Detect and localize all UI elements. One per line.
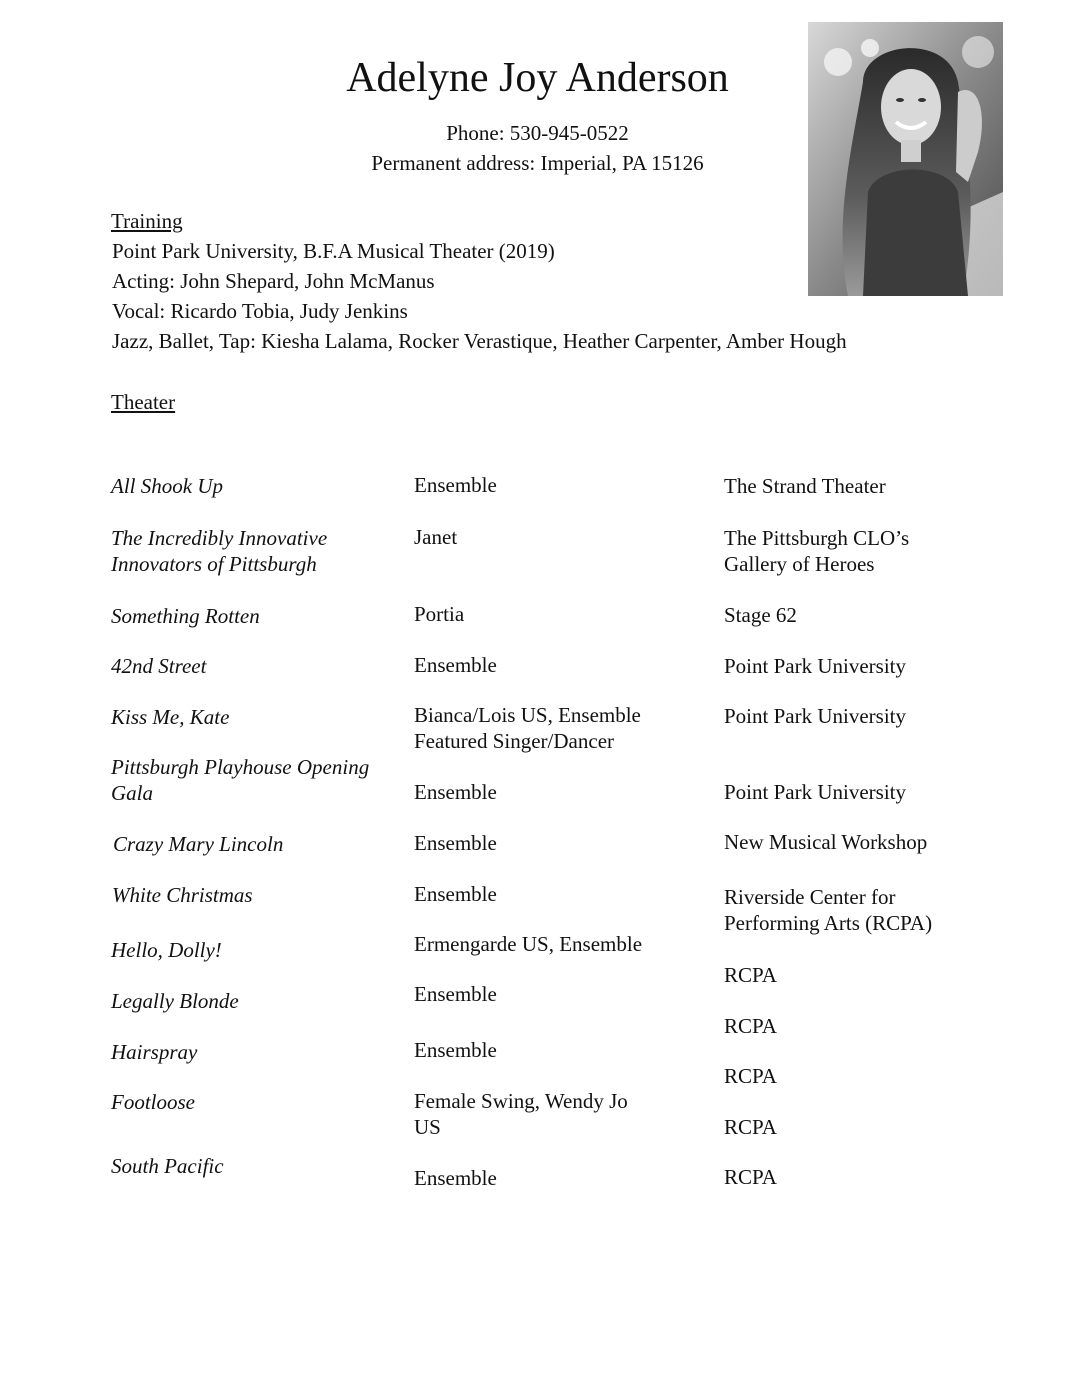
credit-show: All Shook Up bbox=[111, 474, 223, 498]
credit-venue: The Strand Theater bbox=[724, 474, 886, 498]
credit-show: Hello, Dolly! bbox=[111, 938, 222, 962]
training-line: Acting: John Shepard, John McManus bbox=[112, 269, 435, 293]
credit-show: Legally Blonde bbox=[111, 989, 239, 1013]
credit-show: 42nd Street bbox=[111, 654, 207, 678]
credit-role: Ensemble bbox=[414, 831, 497, 855]
credit-role: Bianca/Lois US, Ensemble Featured Singer/Dancer bbox=[414, 703, 641, 753]
credit-venue: RCPA bbox=[724, 1064, 777, 1088]
credit-role: Female Swing, Wendy Jo US bbox=[414, 1089, 628, 1139]
credit-show: Pittsburgh Playhouse Opening Gala bbox=[111, 755, 370, 805]
credit-show: Something Rotten bbox=[111, 604, 260, 628]
training-line: Vocal: Ricardo Tobia, Judy Jenkins bbox=[112, 299, 408, 323]
credit-venue: Point Park University bbox=[724, 654, 906, 678]
credit-venue: RCPA bbox=[724, 1165, 777, 1189]
credit-venue: Riverside Center for Performing Arts (RCPA) bbox=[724, 885, 933, 935]
credit-venue: RCPA bbox=[724, 963, 777, 987]
actor-name: Adelyne Joy Anderson bbox=[346, 55, 729, 101]
credit-show: South Pacific bbox=[111, 1154, 224, 1178]
credit-role: Portia bbox=[414, 602, 465, 626]
credit-show: White Christmas bbox=[112, 883, 253, 907]
credit-role: Ensemble bbox=[414, 473, 497, 497]
credit-venue: Stage 62 bbox=[724, 603, 797, 627]
credit-role: Ensemble bbox=[414, 1166, 497, 1190]
credit-show: Hairspray bbox=[111, 1040, 198, 1064]
credit-venue: Point Park University bbox=[724, 704, 906, 728]
credit-venue: RCPA bbox=[724, 1115, 777, 1139]
training-heading: Training bbox=[111, 209, 183, 233]
credit-venue: New Musical Workshop bbox=[724, 830, 928, 854]
credit-role: Ensemble bbox=[414, 780, 497, 804]
credit-show: Crazy Mary Lincoln bbox=[113, 832, 284, 856]
credit-role: Ensemble bbox=[414, 1038, 497, 1062]
theater-heading: Theater bbox=[111, 390, 176, 414]
credit-role: Janet bbox=[414, 525, 458, 549]
credit-role: Ermengarde US, Ensemble bbox=[414, 932, 643, 956]
credit-venue: The Pittsburgh CLO’s Gallery of Heroes bbox=[724, 526, 910, 576]
headshot-image bbox=[808, 22, 1003, 296]
credit-show: Kiss Me, Kate bbox=[111, 705, 230, 729]
phone-line: Phone: 530-945-0522 bbox=[446, 121, 629, 145]
credit-role: Ensemble bbox=[414, 882, 497, 906]
credit-role: Ensemble bbox=[414, 653, 497, 677]
training-line: Jazz, Ballet, Tap: Kiesha Lalama, Rocker Verastique, Heather Carpenter, Amber Hough bbox=[112, 329, 847, 353]
credit-show: Footloose bbox=[111, 1090, 195, 1114]
credit-role: Ensemble bbox=[414, 982, 497, 1006]
address-line: Permanent address: Imperial, PA 15126 bbox=[371, 151, 704, 175]
credit-show: The Incredibly Innovative Innovators of Pittsburgh bbox=[111, 526, 328, 576]
credit-venue: RCPA bbox=[724, 1014, 777, 1038]
credit-venue: Point Park University bbox=[724, 780, 906, 804]
headshot-photo bbox=[808, 22, 1003, 296]
training-line: Point Park University, B.F.A Musical Theater (2019) bbox=[112, 239, 555, 263]
